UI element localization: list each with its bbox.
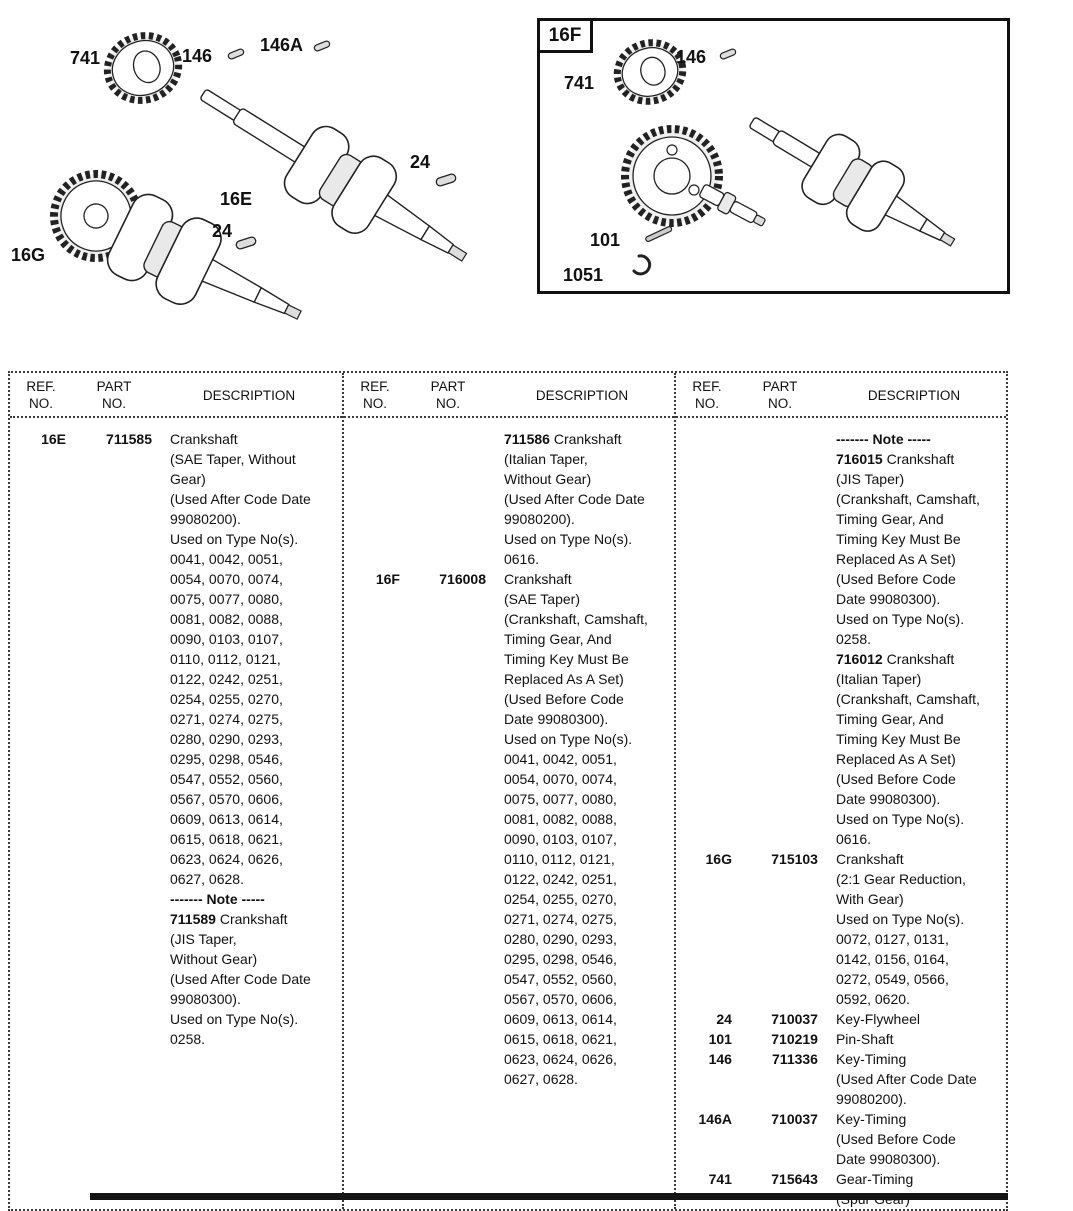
description-line: 0616. (503, 551, 540, 567)
description-line: 0122, 0242, 0251, (503, 871, 617, 887)
description-line: 0295, 0298, 0546, (503, 951, 617, 967)
ref-no-cell: 16E (41, 431, 66, 447)
ref-no-cell (344, 429, 406, 569)
description-line: 716012 Crankshaft (835, 651, 955, 667)
description-line: (Italian Taper, (503, 451, 588, 467)
key-146-inset-icon (719, 48, 736, 60)
description-line: Replaced As A Set) (835, 551, 956, 567)
description-line: Key-Timing (835, 1051, 907, 1067)
description-line: 0609, 0613, 0614, (503, 1011, 617, 1027)
description-line: 99080200). (170, 511, 241, 527)
description-line: Pin-Shaft (835, 1031, 894, 1047)
part-no-cell (738, 429, 822, 849)
part-entry (676, 1169, 1006, 1209)
label-24-lower: 24 (212, 221, 233, 241)
ref-no-header: REF. NO. (360, 379, 390, 411)
parts-table (8, 371, 1008, 1211)
description-line: (Used After Code Date (835, 1071, 977, 1087)
description-line: (Used After Code Date (503, 491, 645, 507)
description-cell (822, 1009, 1006, 1029)
label-146a: 146A (260, 35, 304, 55)
description-line: (SAE Taper, Without (170, 451, 296, 467)
ref-no-cell: 16F (375, 571, 400, 587)
description-line: Crankshaft (835, 851, 904, 867)
description-line: 0616. (835, 831, 872, 847)
part-no-cell: 715643 (771, 1171, 818, 1187)
description-line: 0254, 0255, 0270, (503, 891, 617, 907)
description-header: DESCRIPTION (867, 387, 961, 403)
part-entry (676, 1029, 1006, 1049)
description-line: (Crankshaft, Camshaft, (835, 691, 980, 707)
crankshaft-16e-illustration (182, 60, 486, 291)
description-line: Gear) (170, 471, 206, 487)
ref-no-cell (676, 429, 738, 849)
description-line: 0627, 0628. (170, 871, 244, 887)
ref-no-cell: 146 (708, 1051, 732, 1067)
description-line: 0623, 0624, 0626, (503, 1051, 617, 1067)
part-no-cell: 711336 (772, 1051, 818, 1067)
label-16g: 16G (11, 245, 46, 265)
description-line: (Used Before Code (503, 691, 624, 707)
description-line: 0041, 0042, 0051, (170, 551, 283, 567)
description-line: 0615, 0618, 0621, (503, 1031, 617, 1047)
description-line: (SAE Taper) (503, 591, 580, 607)
label-16e: 16E (220, 189, 253, 209)
ref-no-cell: 101 (708, 1031, 732, 1047)
description-cell (156, 429, 342, 1049)
part-entry (344, 429, 674, 569)
description-line: (Used After Code Date (170, 491, 311, 507)
description-cell (822, 1109, 1006, 1169)
part-no-cell: 711585 (106, 431, 152, 447)
description-line: (Italian Taper) (835, 671, 922, 687)
description-line: Timing Key Must Be (503, 651, 629, 667)
label-146-left: 146 (182, 46, 213, 66)
description-line: 0280, 0290, 0293, (503, 931, 617, 947)
description-line: 0072, 0127, 0131, (835, 931, 949, 947)
description-line: 99080200). (503, 511, 575, 527)
description-line: Crankshaft (503, 571, 572, 587)
crankshaft-16g-illustration (39, 158, 318, 355)
description-line: Key-Timing (835, 1111, 907, 1127)
description-line: 0627, 0628. (503, 1071, 578, 1087)
description-line: 0271, 0274, 0275, (170, 711, 283, 727)
description-line: Used on Type No(s). (170, 531, 299, 547)
label-146-inset: 146 (676, 47, 707, 67)
part-no-cell: 716008 (439, 571, 486, 587)
table-column-3 (674, 373, 1006, 1209)
description-line: Timing Key Must Be (835, 731, 961, 747)
description-line: 0142, 0156, 0164, (835, 951, 949, 967)
description-line: 711589 Crankshaft (170, 911, 288, 927)
part-no-header: PART NO. (762, 379, 798, 411)
ref-no-header: REF. NO. (26, 379, 56, 411)
description-line: Used on Type No(s). (835, 911, 965, 927)
label-24-upper: 24 (410, 152, 431, 172)
description-header: DESCRIPTION (535, 387, 629, 403)
ref-no-cell: 741 (708, 1171, 732, 1187)
description-cell (490, 569, 674, 1089)
description-line: 0090, 0103, 0107, (503, 831, 617, 847)
description-line: Timing Gear, And (835, 711, 944, 727)
table-body-1 (10, 418, 342, 1209)
table-header-1 (10, 373, 342, 418)
description-line: 0609, 0613, 0614, (170, 811, 283, 827)
description-line: (JIS Taper) (835, 471, 905, 487)
description-line: 0075, 0077, 0080, (170, 591, 283, 607)
description-line: Replaced As A Set) (835, 751, 956, 767)
description-line: (Used After Code Date (170, 971, 311, 987)
table-header-3 (676, 373, 1006, 418)
description-line: 0075, 0077, 0080, (503, 791, 617, 807)
description-line: (JIS Taper, (170, 931, 237, 947)
description-line: 0054, 0070, 0074, (503, 771, 617, 787)
description-line: 0271, 0274, 0275, (503, 911, 617, 927)
description-cell (822, 1169, 1006, 1209)
part-entry (676, 849, 1006, 1009)
description-line: Without Gear) (170, 951, 258, 967)
part-no-cell: 710037 (771, 1011, 818, 1027)
crankshaft-16f-illustration (733, 91, 971, 273)
description-line: Key-Flywheel (835, 1011, 920, 1027)
table-column-2 (342, 373, 674, 1209)
description-line: 0547, 0552, 0560, (170, 771, 283, 787)
table-body-3 (676, 418, 1006, 1209)
description-line: (Crankshaft, Camshaft, (835, 491, 980, 507)
description-line: Replaced As A Set) (503, 671, 624, 687)
description-line: Gear-Timing (835, 1171, 914, 1187)
description-line: Timing Gear, And (835, 511, 944, 527)
part-no-cell (406, 429, 490, 569)
description-line: 0054, 0070, 0074, (170, 571, 283, 587)
key-146a-icon (313, 40, 330, 52)
part-entry (10, 429, 342, 1049)
description-line: 0615, 0618, 0621, (170, 831, 283, 847)
description-line: Used on Type No(s). (835, 611, 965, 627)
description-line: Timing Key Must Be (835, 531, 961, 547)
description-line: Date 99080300). (835, 591, 941, 607)
description-line: (Used Before Code (835, 1131, 956, 1147)
description-line: Date 99080300). (835, 1151, 941, 1167)
table-header-2 (344, 373, 674, 418)
part-entry (676, 1009, 1006, 1029)
key-146-icon (227, 48, 244, 60)
description-line: 0081, 0082, 0088, (170, 611, 283, 627)
description-line: Timing Gear, And (503, 631, 612, 647)
description-line: 0623, 0624, 0626, (170, 851, 283, 867)
description-line: 0258. (170, 1031, 206, 1047)
description-cell (822, 429, 1006, 849)
ref-no-cell: 16G (705, 851, 732, 867)
label-16f-tag: 16F (537, 18, 593, 53)
part-no-cell: 710219 (771, 1031, 818, 1047)
description-cell (822, 849, 1006, 1009)
description-line: Used on Type No(s). (503, 531, 633, 547)
description-line: 711586 Crankshaft (503, 431, 622, 447)
description-line: 0110, 0112, 0121, (503, 851, 615, 867)
label-741-inset: 741 (564, 73, 595, 93)
description-line: ------- Note ----- (170, 891, 265, 907)
key-24-lower-icon (235, 236, 256, 250)
description-line: 0280, 0290, 0293, (170, 731, 283, 747)
part-no-cell: 710037 (771, 1111, 818, 1127)
label-741-left: 741 (70, 48, 101, 68)
description-cell (822, 1029, 1006, 1049)
description-line: 0547, 0552, 0560, (503, 971, 617, 987)
part-no-cell: 715103 (771, 851, 818, 867)
part-no-header: PART NO. (96, 379, 132, 411)
description-line: 0567, 0570, 0606, (170, 791, 283, 807)
description-line: 0041, 0042, 0051, (503, 751, 617, 767)
description-line: 0081, 0082, 0088, (503, 811, 617, 827)
camshaft-gear-illustration (625, 129, 719, 223)
ref-no-cell: 146A (698, 1111, 732, 1127)
key-24-upper-icon (435, 173, 456, 187)
ref-no-cell: 24 (716, 1011, 732, 1027)
description-header: DESCRIPTION (202, 387, 296, 403)
page-crop-bar (90, 1193, 1008, 1200)
part-no-header: PART NO. (430, 379, 466, 411)
description-line: 0295, 0298, 0546, (170, 751, 283, 767)
description-line: Without Gear) (503, 471, 592, 487)
timing-gear-741-left-illustration (99, 26, 187, 109)
description-line: 0110, 0112, 0121, (170, 651, 281, 667)
description-line: Date 99080300). (835, 791, 941, 807)
description-line: Used on Type No(s). (503, 731, 633, 747)
retainer-clip-icon (634, 256, 650, 274)
description-line: With Gear) (835, 891, 904, 907)
description-line: 0090, 0103, 0107, (170, 631, 283, 647)
table-column-1 (10, 373, 342, 1209)
label-1051: 1051 (563, 265, 604, 285)
description-line: (2:1 Gear Reduction, (835, 871, 966, 887)
part-entry (676, 1109, 1006, 1169)
description-line: 0258. (835, 631, 872, 647)
description-line: Used on Type No(s). (835, 811, 965, 827)
description-cell (490, 429, 674, 569)
crankshaft-illustrations (0, 0, 1073, 371)
description-line: Date 99080300). (503, 711, 609, 727)
part-entry (676, 429, 1006, 849)
description-line: 0122, 0242, 0251, (170, 671, 283, 687)
description-line: 99080200). (835, 1091, 907, 1107)
table-body-2 (344, 418, 674, 1209)
ref-no-header: REF. NO. (692, 379, 722, 411)
description-line: 0592, 0620. (835, 991, 910, 1007)
part-entry (344, 569, 674, 1089)
description-line: 99080300). (170, 991, 241, 1007)
description-line: Used on Type No(s). (170, 1011, 299, 1027)
description-cell (822, 1049, 1006, 1109)
description-line: 0567, 0570, 0606, (503, 991, 617, 1007)
description-line: 0254, 0255, 0270, (170, 691, 283, 707)
description-line: ------- Note ----- (835, 431, 931, 447)
parts-diagram (0, 0, 1073, 371)
description-line: 716015 Crankshaft (835, 451, 955, 467)
description-line: (Used Before Code (835, 571, 956, 587)
description-line: 0272, 0549, 0566, (835, 971, 949, 987)
description-line: (Crankshaft, Camshaft, (503, 611, 648, 627)
description-line: Crankshaft (170, 431, 238, 447)
description-line: (Used Before Code (835, 771, 956, 787)
pin-shaft-icon (645, 226, 672, 242)
part-entry (676, 1049, 1006, 1109)
label-101: 101 (590, 230, 621, 250)
